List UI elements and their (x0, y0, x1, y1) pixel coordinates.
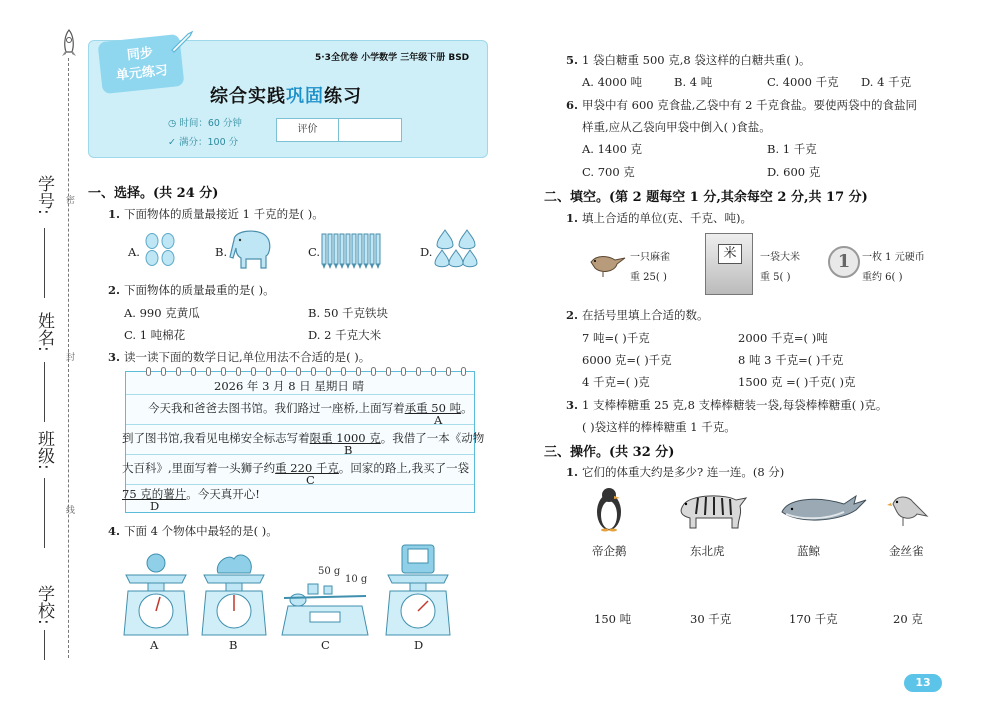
diary-text: 今天我和爸爸去图书馆。我们路过一座桥,上面写着 (148, 401, 405, 415)
q2-option-c[interactable]: C. 1 吨棉花 (124, 328, 186, 342)
seal-char-mi: 密 (64, 195, 74, 204)
class-line[interactable] (44, 478, 45, 548)
q-num: 5. (566, 53, 579, 67)
blue-whale-icon (778, 488, 868, 528)
q3-1 (566, 464, 784, 480)
diary-text: 到了图书馆,我看见电梯安全标志写着 (122, 431, 310, 445)
q-text: 在括号里填上合适的数。 (582, 308, 709, 322)
q2-option-b[interactable]: B. 50 千克铁块 (308, 306, 389, 320)
coin-name: 一枚 1 元硬币 (862, 252, 925, 263)
part2-heading: 二、填空。(第 2 题每空 1 分,其余每空 2 分,共 17 分) (544, 190, 868, 205)
q-text: 1 袋白糖重 500 克,8 袋这样的白糖共重( )。 (582, 53, 811, 67)
series-info: 5·3全优卷 小学数学 三年级下册 BSD (315, 53, 470, 63)
q-text: 填上合适的单位(克、千克、吨)。 (582, 211, 752, 225)
scale-d-icon (384, 543, 452, 637)
evaluation-box (276, 118, 402, 142)
animal-penguin-label[interactable]: 帝企鹅 (592, 544, 627, 558)
time-limit (168, 115, 242, 129)
tiger-icon (676, 488, 750, 530)
q2-option-a[interactable]: A. 990 克黄瓜 (124, 306, 200, 320)
q1-3 (108, 349, 370, 365)
diary-mark-c: C (306, 473, 315, 487)
part1-heading: 一、选择。(共 24 分) (88, 186, 219, 201)
fill-row3-left[interactable]: 4 千克=( )克 (582, 375, 650, 389)
seal-char-feng: 封 (64, 352, 74, 361)
q-text: 1 支棒棒糖重 25 克,8 支棒棒糖装一袋,每袋棒棒糖重( )克。 (582, 398, 888, 412)
q1-6 (566, 97, 917, 113)
q1-4 (108, 523, 278, 539)
rice-bag-icon (705, 233, 753, 295)
school-label: 学校: (34, 585, 54, 625)
student-id-line[interactable] (44, 228, 45, 298)
q-num: 3. (108, 350, 121, 364)
sparrow-blank[interactable]: 重 25( ) (630, 272, 667, 283)
q1-1 (108, 206, 324, 222)
diary-text: 大百科》,里面写着一头狮子约 (122, 461, 276, 475)
diary-mark-b: B (344, 443, 353, 457)
weight-50g: 50 g (318, 566, 341, 577)
q-num: 6. (566, 98, 579, 112)
q4-option-d[interactable]: D (414, 638, 424, 652)
weight-option-3[interactable]: 170 千克 (789, 612, 838, 626)
notebook-rings (146, 367, 466, 375)
q2-3 (566, 397, 887, 413)
full-score (168, 134, 238, 148)
fill-row1-left[interactable]: 7 吨=( )千克 (582, 331, 650, 345)
q4-option-a[interactable]: A (150, 638, 159, 652)
weight-10g: 10 g (345, 574, 368, 585)
q1-option-c[interactable]: C. (308, 245, 321, 259)
q6-option-b[interactable]: B. 1 千克 (767, 142, 817, 156)
diary-underline-b[interactable]: 限重 1000 克 (309, 431, 381, 445)
class-label: 班级: (34, 430, 54, 470)
fill-row3-right[interactable]: 1500 克 =( )千克( )克 (738, 375, 856, 389)
animal-whale-label[interactable]: 蓝鲸 (797, 544, 820, 558)
diary-date: 2026 年 3 月 8 日 星期日 晴 (214, 379, 364, 393)
q6-option-c[interactable]: C. 700 克 (582, 165, 635, 179)
name-label: 姓名: (34, 312, 54, 352)
q-num: 1. (566, 465, 579, 479)
q-text: 甲袋中有 600 克食盐,乙袋中有 2 千克食盐。要使两袋中的食盐同 (582, 98, 918, 112)
diary-text: 。今天真开心! (186, 487, 260, 501)
badge-line2: 单元练习 (115, 63, 169, 84)
animal-canary-label[interactable]: 金丝雀 (889, 544, 924, 558)
sparrow-name: 一只麻雀 (630, 252, 670, 263)
badge-line1: 同步 (126, 45, 154, 64)
q-text: 读一读下面的数学日记,单位用法不合适的是( )。 (124, 350, 371, 364)
q-num: 4. (108, 524, 121, 538)
q6-option-a[interactable]: A. 1400 克 (582, 142, 643, 156)
title-highlight: 巩固 (286, 86, 324, 107)
diary-line2 (122, 430, 484, 446)
pencils-icon (320, 230, 384, 270)
coin-blank[interactable]: 重约 6( ) (862, 272, 903, 283)
elephant-icon (228, 226, 274, 270)
diary-mark-a: A (434, 413, 443, 427)
page-number: 13 (904, 674, 942, 692)
q5-option-d[interactable]: D. 4 千克 (861, 75, 912, 89)
q4-option-c[interactable]: C (321, 638, 330, 652)
weight-option-1[interactable]: 150 吨 (594, 612, 632, 626)
seal-char-xian: 线 (64, 505, 74, 514)
scale-b-icon (200, 545, 268, 637)
q1-option-b[interactable]: B. (215, 245, 228, 259)
scale-a-icon (122, 545, 190, 637)
diary-text: 。我借了一本《动物 (380, 431, 485, 445)
diary-text: 。 (461, 401, 473, 415)
check-icon: ✓ (168, 137, 179, 148)
diary-line3 (122, 460, 469, 476)
fill-row1-right[interactable]: 2000 千克=( )吨 (738, 331, 828, 345)
page-title (210, 82, 362, 108)
school-line[interactable] (44, 630, 45, 660)
part3-heading: 三、操作。(共 32 分) (544, 445, 675, 460)
title-prefix: 综合实践 (210, 86, 286, 107)
rice-bag-label: 米 (718, 244, 742, 264)
q6-option-d[interactable]: D. 600 克 (767, 165, 821, 179)
coin-icon: 1 (828, 246, 860, 278)
animal-tiger-label[interactable]: 东北虎 (690, 544, 725, 558)
score-text: 满分：100 分 (178, 137, 239, 148)
diary-line1 (148, 400, 473, 416)
q2-option-d[interactable]: D. 2 千克大米 (308, 328, 382, 342)
diary-underline-a[interactable]: 承重 50 吨 (404, 401, 462, 415)
q-num: 1. (108, 207, 121, 221)
diary-underline-d[interactable]: 75 克的薯片 (122, 487, 187, 501)
q2-1 (566, 210, 752, 226)
q1-5 (566, 52, 811, 68)
penguin-icon (592, 486, 626, 532)
q2-3-line2[interactable]: ( )袋这样的棒棒糖重 1 千克。 (582, 420, 736, 434)
math-diary (122, 371, 485, 513)
q6-text-line2: 样重,应从乙袋向甲袋中倒入( )食盐。 (582, 120, 771, 134)
q-text: 下面物体的质量最重的是( )。 (124, 283, 275, 297)
q5-option-c[interactable]: C. 4000 千克 (767, 75, 839, 89)
diary-mark-d: D (150, 499, 160, 513)
q-num: 3. (566, 398, 579, 412)
canary-icon (887, 490, 931, 528)
q-num: 2. (108, 283, 121, 297)
q-text: 它们的体重大约是多少? 连一连。(8 分) (582, 465, 785, 479)
rice-blank[interactable]: 重 5( ) (760, 272, 791, 283)
eval-input[interactable] (339, 119, 401, 141)
q-text: 下面 4 个物体中最轻的是( )。 (124, 524, 278, 538)
q-text: 下面物体的质量最接近 1 千克的是( )。 (124, 207, 324, 221)
q2-2 (566, 307, 709, 323)
rice-name: 一袋大米 (760, 252, 800, 263)
rocket-icon (58, 28, 80, 60)
clock-icon: ◷ (168, 118, 180, 129)
q1-option-d[interactable]: D. (420, 245, 433, 259)
q1-2 (108, 282, 275, 298)
student-id-label: 学号: (34, 175, 54, 215)
q-num: 2. (566, 308, 579, 322)
title-suffix: 练习 (324, 86, 362, 107)
rocket-badge-icon (168, 30, 196, 54)
diary-text: 。回家的路上,我买了一袋 (338, 461, 470, 475)
diary-underline-c[interactable]: 重 220 千克 (275, 461, 339, 475)
q5-option-b[interactable]: B. 4 吨 (674, 75, 713, 89)
q5-option-a[interactable]: A. 4000 吨 (582, 75, 643, 89)
sparrow-icon (587, 248, 627, 278)
diary-line4 (122, 486, 260, 502)
weight-option-2[interactable]: 30 千克 (690, 612, 732, 626)
q4-option-b[interactable]: B (229, 638, 238, 652)
fill-row2-right[interactable]: 8 吨 3 千克=( )千克 (738, 353, 844, 367)
eggs-icon (143, 232, 179, 268)
eval-label: 评价 (277, 119, 339, 141)
fill-row2-left[interactable]: 6000 克=( )千克 (582, 353, 672, 367)
q-num: 1. (566, 211, 579, 225)
weight-option-4[interactable]: 20 克 (893, 612, 923, 626)
q1-option-a[interactable]: A. (128, 245, 140, 259)
pears-icon (434, 226, 478, 270)
time-text: 时间：60 分钟 (179, 118, 242, 129)
name-line[interactable] (44, 362, 45, 422)
